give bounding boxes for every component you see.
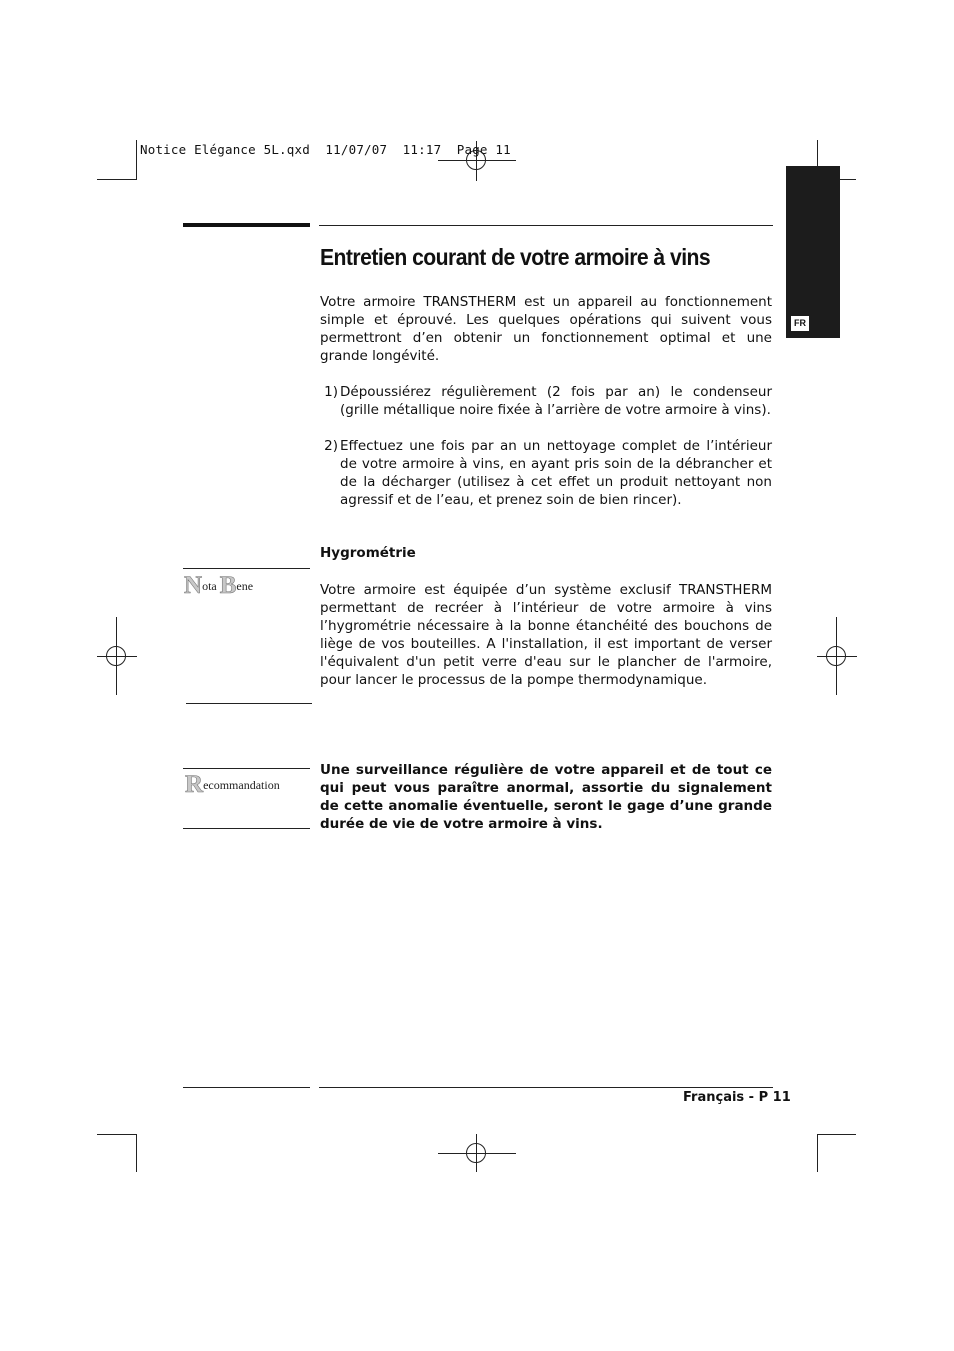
crop-mark <box>136 1134 137 1172</box>
nota-bene-initial: N <box>184 572 203 599</box>
list-item <box>320 383 772 419</box>
recommandation-label: Recommandation <box>185 771 280 798</box>
recommandation-paragraph: Une surveillance régulière de votre appareil et de tout ce qui peut vous paraître anormal, assortie du signalement de cette anomalie éventuelle, seront le gage d’une grande durée de vie de votre armoire à vins. <box>320 762 772 832</box>
print-slug: Notice Elégance 5L.qxd 11/07/07 11:17 Page 11 <box>140 142 511 157</box>
footer-rule-left <box>183 1087 310 1088</box>
recommandation-initial: R <box>185 771 204 798</box>
crop-mark <box>136 140 137 180</box>
list-number: 1) <box>324 384 338 400</box>
page-title: Entretien courant de votre armoire à vins <box>320 244 711 270</box>
nota-bene-rule-top <box>183 568 310 569</box>
hygrometrie-paragraph: Votre armoire est équipée d’un système exclusif TRANSTHERM permettant de recréer à l’intérieur de votre armoire à vins l’hygrométrie nécessaire à la bonne étanchéité des bouchons de liège de vos bouteilles. A l'installation, il est important de verser l'équivalent d'un petit verre d'eau sur le plancher de l'armoire, pour lancer le processus de la pompe thermodynamique. <box>320 582 772 688</box>
header-rule-thin <box>319 225 773 226</box>
intro-paragraph: Votre armoire TRANSTHERM est un appareil au fonctionnement simple et éprouvé. Les quelques opérations qui suivent vous permettront d’en obtenir un fonctionnement optimal et une grande longévité. <box>320 294 772 364</box>
nota-bene-rule-bottom <box>186 703 312 704</box>
list-text: Dépoussiérez régulièrement (2 fois par an) le condenseur (grille métallique noire fixée à l’arrière de votre armoire à vins). <box>340 384 772 418</box>
nota-bene-initial: B <box>219 572 237 599</box>
crop-mark <box>97 1134 137 1135</box>
recommandation-rule-top <box>183 768 310 769</box>
list-text: Effectuez une fois par an un nettoyage complet de l’intérieur de votre armoire à vins, en ayant pris soin de la débrancher et de la décharger (utilisez à cet effet un produit nettoyant non agressif et de l’eau, et prenez soin de bien rincer). <box>340 438 772 508</box>
list-item <box>320 437 772 509</box>
nota-bene-label: Nota Bene <box>184 572 254 599</box>
language-side-tab <box>786 166 840 338</box>
crop-mark <box>97 179 137 180</box>
crop-mark <box>817 1134 856 1135</box>
section-heading-hygrometrie: Hygrométrie <box>320 545 416 561</box>
language-badge: FR <box>791 316 809 331</box>
list-number: 2) <box>324 438 338 454</box>
footer-rule-right <box>319 1087 773 1088</box>
crop-mark <box>817 1134 818 1172</box>
recommandation-rule-bottom <box>183 828 310 829</box>
page-footer: Français - P 11 <box>683 1090 791 1105</box>
header-rule-thick <box>183 223 310 227</box>
